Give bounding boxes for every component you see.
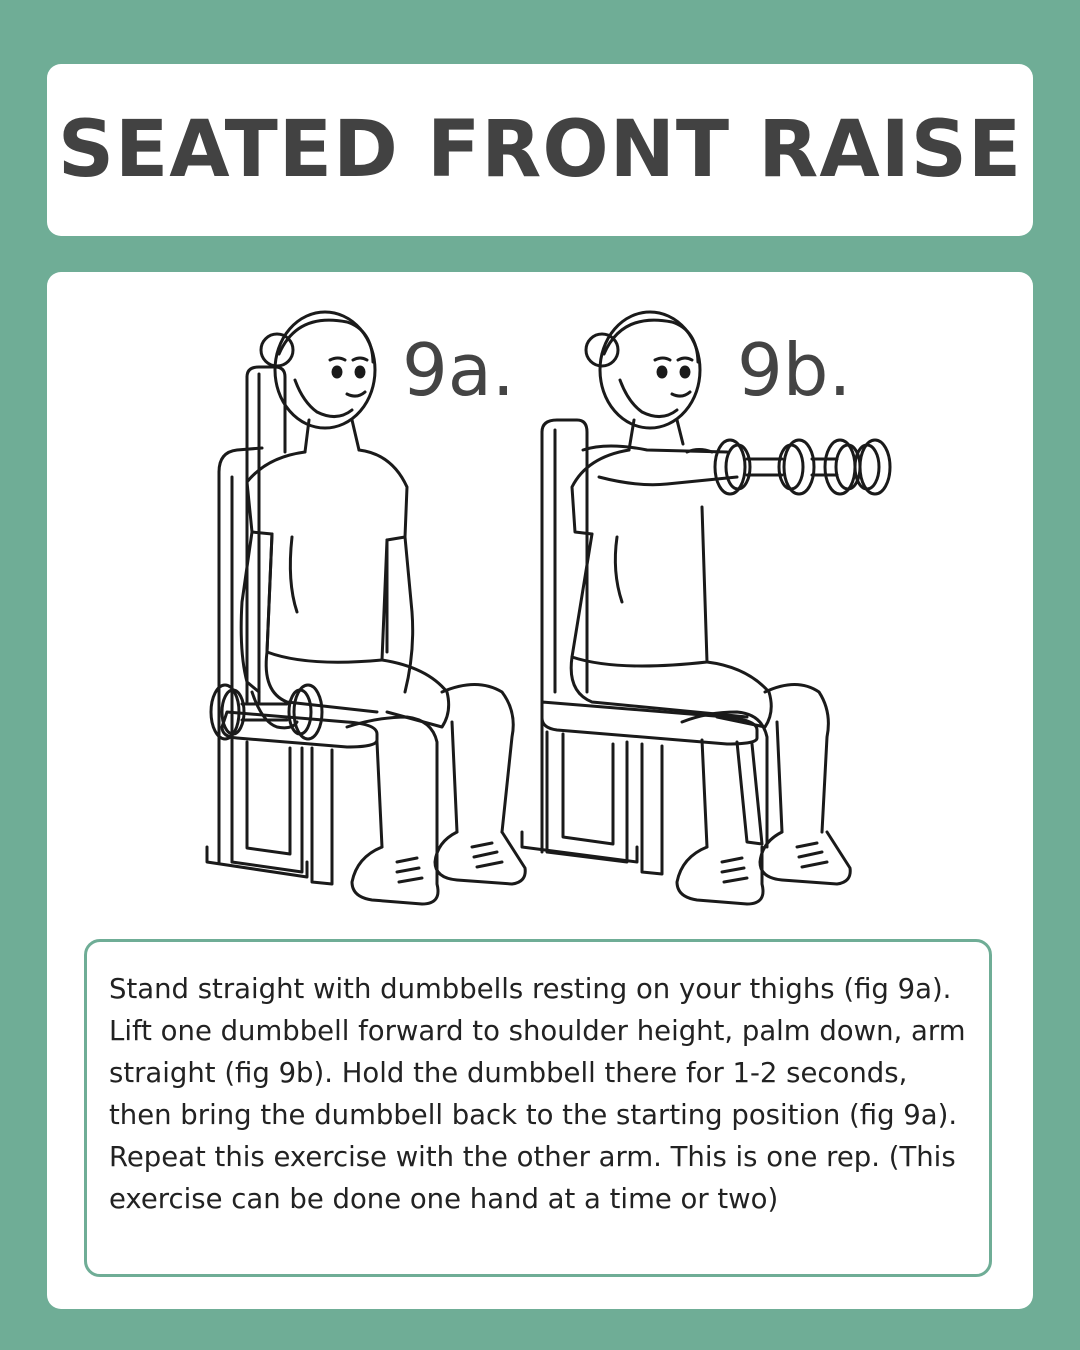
instructions-box — [84, 939, 992, 1277]
exercise-illustration — [47, 272, 1033, 932]
figure-label-9a: 9a. — [402, 328, 515, 412]
instructions-text: Stand straight with dumbbells resting on your thighs (fig 9a). Lift one dumbbell forward to shoulder height, palm down, arm straight (fig 9b). Hold the dumbbell there for 1-2 seconds, then bring the dumbbell back to the starting position (fig 9a). Repeat this exercise with the other arm. This is one rep. (This exercise can be done one hand at a time or two) — [109, 973, 966, 1215]
figure-label-9b: 9b. — [737, 328, 852, 412]
title-card — [47, 64, 1033, 236]
content-card — [47, 272, 1033, 1309]
page-title: SEATED FRONT RAISE — [57, 105, 1023, 195]
